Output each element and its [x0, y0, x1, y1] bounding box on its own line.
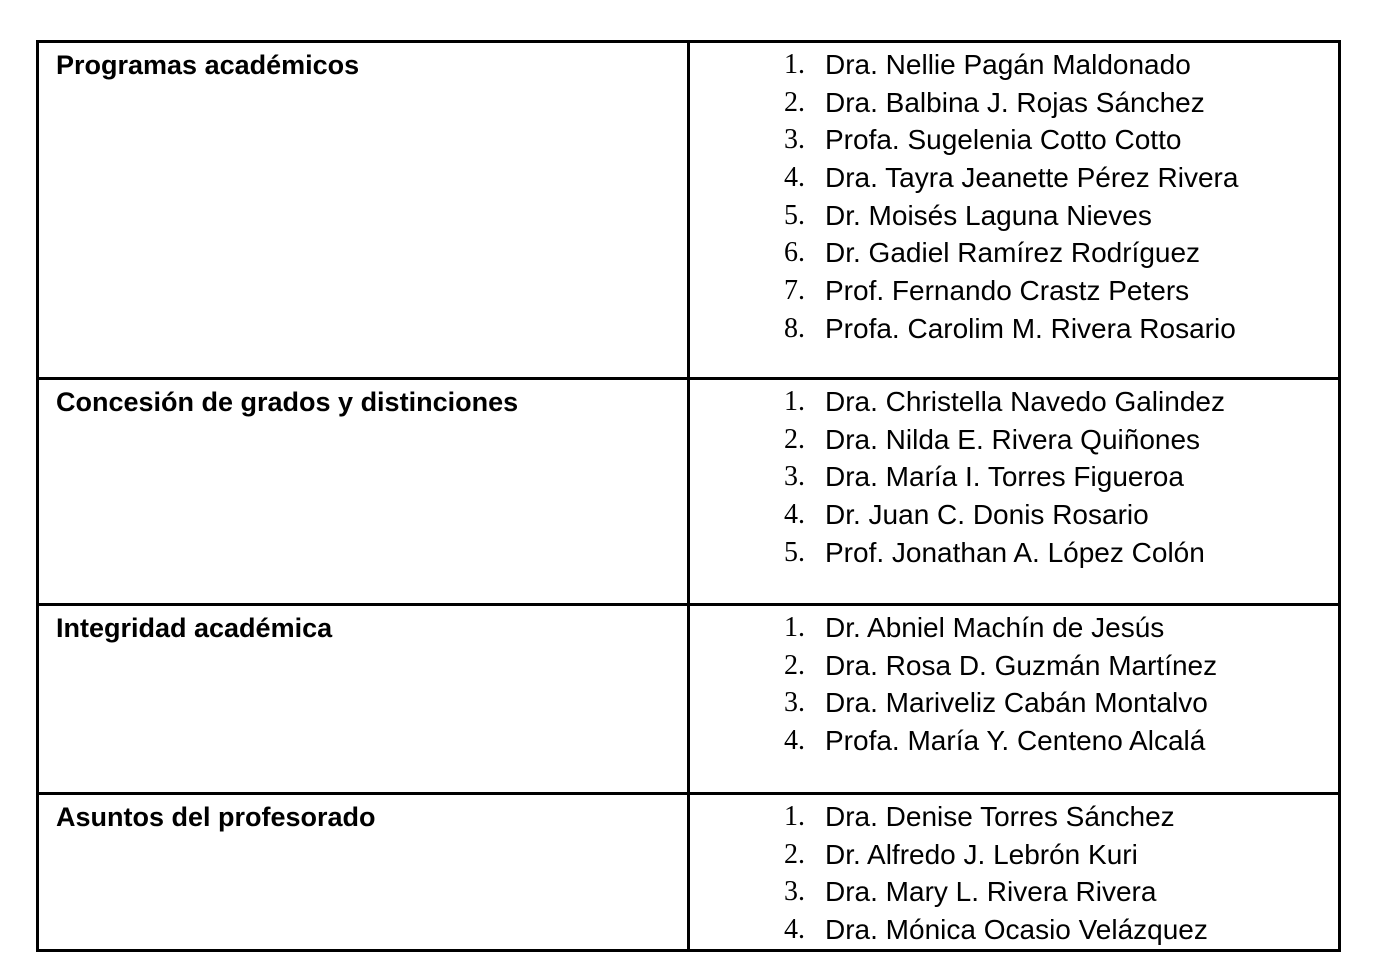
member-number: 2. [784, 423, 805, 455]
member-number: 5. [784, 199, 805, 231]
committee-members-cell [689, 42, 1340, 379]
member-list [690, 43, 1338, 348]
list-item [690, 383, 1338, 421]
member-name: Dra. Tayra Jeanette Pérez Rivera [825, 162, 1239, 194]
list-item [690, 121, 1338, 159]
member-number: 4. [784, 162, 805, 194]
member-number: 1. [784, 612, 805, 643]
member-number: 2. [784, 838, 805, 870]
list-item [690, 722, 1338, 760]
member-number: 1. [784, 386, 805, 417]
member-number: 8. [784, 312, 805, 344]
member-number: 4. [784, 725, 805, 757]
member-name: Profa. María Y. Centeno Alcalá [825, 725, 1206, 757]
list-item [690, 534, 1338, 572]
member-name: Dra. Rosa D. Guzmán Martínez [825, 649, 1218, 681]
committee-name: Concesión de grados y distinciones [56, 387, 519, 417]
committee-members-cell [689, 605, 1340, 794]
committee-table [36, 40, 1341, 952]
member-number: 7. [784, 275, 805, 307]
committee-row [38, 379, 1340, 605]
list-item [690, 647, 1338, 685]
list-item [690, 310, 1338, 348]
list-item [690, 836, 1338, 874]
committee-name: Integridad académica [56, 613, 333, 643]
member-name: Profa. Carolim M. Rivera Rosario [825, 312, 1236, 344]
member-number: 4. [784, 499, 805, 531]
list-item [690, 197, 1338, 235]
committee-name: Programas académicos [56, 50, 360, 80]
list-item [690, 458, 1338, 496]
member-name: Dra. Mariveliz Cabán Montalvo [825, 687, 1208, 719]
member-name: Dr. Alfredo J. Lebrón Kuri [825, 838, 1138, 870]
list-item [690, 272, 1338, 310]
member-name: Dra. Mónica Ocasio Velázquez [825, 914, 1208, 946]
list-item [690, 421, 1338, 459]
member-name: Dr. Moisés Laguna Nieves [825, 199, 1152, 231]
list-item [690, 159, 1338, 197]
member-name: Dra. Nilda E. Rivera Quiñones [825, 423, 1201, 455]
committee-row [38, 42, 1340, 379]
list-item [690, 911, 1338, 949]
member-name: Prof. Fernando Crastz Peters [825, 275, 1190, 307]
list-item [690, 873, 1338, 911]
member-number: 6. [784, 237, 805, 269]
member-number: 2. [784, 649, 805, 681]
member-number: 3. [784, 124, 805, 156]
committee-name: Asuntos del profesorado [56, 802, 376, 832]
list-item [690, 798, 1338, 836]
member-number: 2. [784, 86, 805, 118]
member-number: 1. [784, 801, 805, 832]
member-name: Dra. Nellie Pagán Maldonado [825, 49, 1191, 80]
committee-members-cell [689, 794, 1340, 951]
committee-row [38, 794, 1340, 951]
member-list [690, 380, 1338, 571]
member-name: Dra. Denise Torres Sánchez [825, 801, 1175, 832]
member-list [690, 795, 1338, 949]
committee-name-cell [38, 794, 689, 951]
member-name: Profa. Sugelenia Cotto Cotto [825, 124, 1182, 156]
committee-name-cell [38, 605, 689, 794]
list-item [690, 46, 1338, 84]
member-number: 4. [784, 914, 805, 946]
committee-name-cell [38, 379, 689, 605]
member-list [690, 606, 1338, 760]
member-name: Dra. Balbina J. Rojas Sánchez [825, 86, 1205, 118]
list-item [690, 84, 1338, 122]
list-item [690, 609, 1338, 647]
member-number: 3. [784, 461, 805, 493]
member-name: Dra. Christella Navedo Galindez [825, 386, 1225, 417]
member-number: 3. [784, 876, 805, 908]
member-number: 5. [784, 536, 805, 568]
member-number: 3. [784, 687, 805, 719]
committee-name-cell [38, 42, 689, 379]
member-name: Dr. Gadiel Ramírez Rodríguez [825, 237, 1201, 269]
member-name: Prof. Jonathan A. López Colón [825, 536, 1205, 568]
committee-members-cell [689, 379, 1340, 605]
member-name: Dra. Mary L. Rivera Rivera [825, 876, 1157, 908]
list-item [690, 684, 1338, 722]
member-name: Dra. María I. Torres Figueroa [825, 461, 1184, 493]
member-name: Dr. Abniel Machín de Jesús [825, 612, 1165, 643]
list-item [690, 496, 1338, 534]
list-item [690, 234, 1338, 272]
committee-row [38, 605, 1340, 794]
member-name: Dr. Juan C. Donis Rosario [825, 499, 1149, 531]
member-number: 1. [784, 49, 805, 80]
